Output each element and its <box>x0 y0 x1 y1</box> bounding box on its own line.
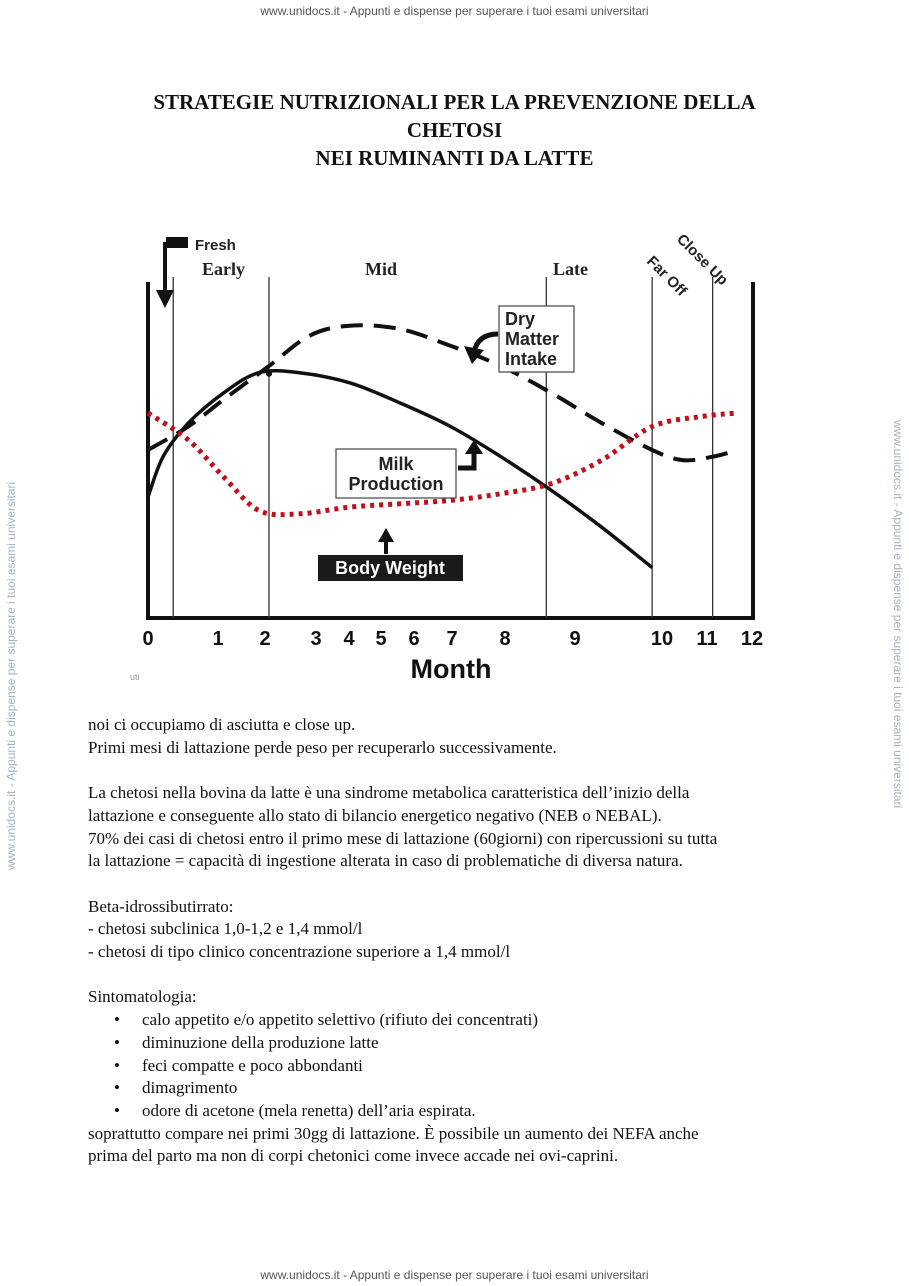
list-item: • odore di acetone (mela renetta) dell’aria espirata. <box>142 1100 848 1123</box>
x-tick-label-2: 2 <box>259 628 271 650</box>
phase-label-close-up: Close Up <box>673 230 732 289</box>
paragraph-5-line-2: prima del parto ma non di corpi chetonici come invece accade nei ovi-caprini. <box>88 1146 619 1166</box>
series-intersection-point <box>266 371 272 377</box>
body-text <box>88 714 848 1168</box>
phase-label-far-off: Far Off <box>643 252 690 300</box>
lactation-chart <box>128 222 778 692</box>
x-tick-label-3: 3 <box>310 628 322 650</box>
phase-label-fresh: Fresh <box>195 237 236 254</box>
paragraph-3-line-2: - chetosi subclinica 1,0-1,2 e 1,4 mmol/l <box>88 919 363 939</box>
milk-production-label-2: Production <box>348 474 444 494</box>
paragraph-3-line-3: - chetosi di tipo clinico concentrazione superiore a 1,4 mmol/l <box>88 942 511 961</box>
x-tick-label-0: 0 <box>142 628 154 650</box>
paragraph-2-line-2: lattazione e conseguente allo stato di bilancio energetico negativo (NEB o NEBAL). <box>88 805 662 825</box>
list-item: • feci compatte e poco abbondanti <box>142 1055 848 1078</box>
x-tick-label-6: 6 <box>408 628 420 650</box>
title-line-2: CHETOSI <box>406 118 503 142</box>
chart-phase-labels <box>195 231 731 300</box>
chart-series-group <box>148 325 738 567</box>
title-line-3: NEI RUMINANTI DA LATTE <box>315 146 594 170</box>
paragraph-5-line-1: soprattutto compare nei primi 30gg di lattazione. È possibile un aumento dei NEFA anche <box>88 1123 699 1143</box>
paragraph-2-line-4: la lattazione = capacità di ingestione alterata in caso di problematiche di diversa natura. <box>88 851 683 871</box>
x-tick-label-5: 5 <box>375 628 387 650</box>
symptoms-heading: Sintomatologia: <box>88 987 197 1007</box>
x-tick-label-7: 7 <box>446 628 458 650</box>
list-item: • calo appetito e/o appetito selettivo (rifiuto dei concentrati) <box>142 1009 848 1032</box>
milk-arrow-shaft <box>458 452 474 468</box>
x-tick-label-10: 10 <box>650 628 674 650</box>
dry-matter-intake-label-2: Matter <box>505 329 560 349</box>
title-line-1: STRATEGIE NUTRIZIONALI PER LA PREVENZIONE DELLA <box>153 90 756 114</box>
list-item: • diminuzione della produzione latte <box>142 1032 848 1055</box>
x-axis-label: Month <box>410 654 492 684</box>
x-tick-label-9: 9 <box>569 628 581 650</box>
x-tick-label-12: 12 <box>740 628 764 650</box>
watermark-left: www.unidocs.it - Appunti e dispense per superare i tuoi esami universitari <box>4 481 18 870</box>
body-weight-arrow-icon <box>378 528 394 542</box>
dmi-arrow-icon <box>464 346 484 364</box>
dry-matter-intake-label-1: Dry <box>505 309 536 329</box>
fresh-arrow-icon <box>156 290 174 308</box>
symptoms-list <box>88 1009 848 1123</box>
series-line-dry-matter-intake <box>148 325 738 460</box>
watermark-right: www.unidocs.it - Appunti e dispense per superare i tuoi esami universitari <box>891 420 905 809</box>
paragraph-3-line-1: Beta-idrossibutirrato: <box>88 896 234 916</box>
chart-tick-labels <box>130 628 763 684</box>
watermark-bottom: www.unidocs.it - Appunti e dispense per superare i tuoi esami universitari <box>260 1268 649 1282</box>
watermark-top: www.unidocs.it - Appunti e dispense per superare i tuoi esami universitari <box>260 4 649 18</box>
body-weight-label: Body Weight <box>335 558 445 578</box>
page-title <box>60 88 849 172</box>
x-tick-label-1: 1 <box>212 628 224 650</box>
paragraph-2-line-1: La chetosi nella bovina da latte è una sindrome metabolica caratteristica dell’inizio della <box>88 783 690 803</box>
chart-annotations <box>156 237 574 581</box>
phase-label-mid: Mid <box>365 259 398 279</box>
x-tick-label-4: 4 <box>343 628 355 650</box>
x-tick-label-11: 11 <box>696 628 718 650</box>
dry-matter-intake-label-3: Intake <box>505 349 558 369</box>
paragraph-1-line-2: Primi mesi di lattazione perde peso per recuperarlo successivamente. <box>88 737 557 757</box>
phase-label-late: Late <box>553 259 588 279</box>
small-mark-text: uti <box>130 672 140 682</box>
list-item: • dimagrimento <box>142 1077 848 1100</box>
fresh-arrow-head-block <box>166 237 188 248</box>
paragraph-2-line-3: 70% dei casi di chetosi entro il primo mese di lattazione (60giorni) con ripercussioni su tutta <box>88 828 718 848</box>
paragraph-1-line-1: noi ci occupiamo di asciutta e close up. <box>88 715 356 734</box>
x-tick-label-8: 8 <box>499 628 511 650</box>
phase-label-early: Early <box>202 259 245 279</box>
milk-production-label-1: Milk <box>378 454 414 474</box>
